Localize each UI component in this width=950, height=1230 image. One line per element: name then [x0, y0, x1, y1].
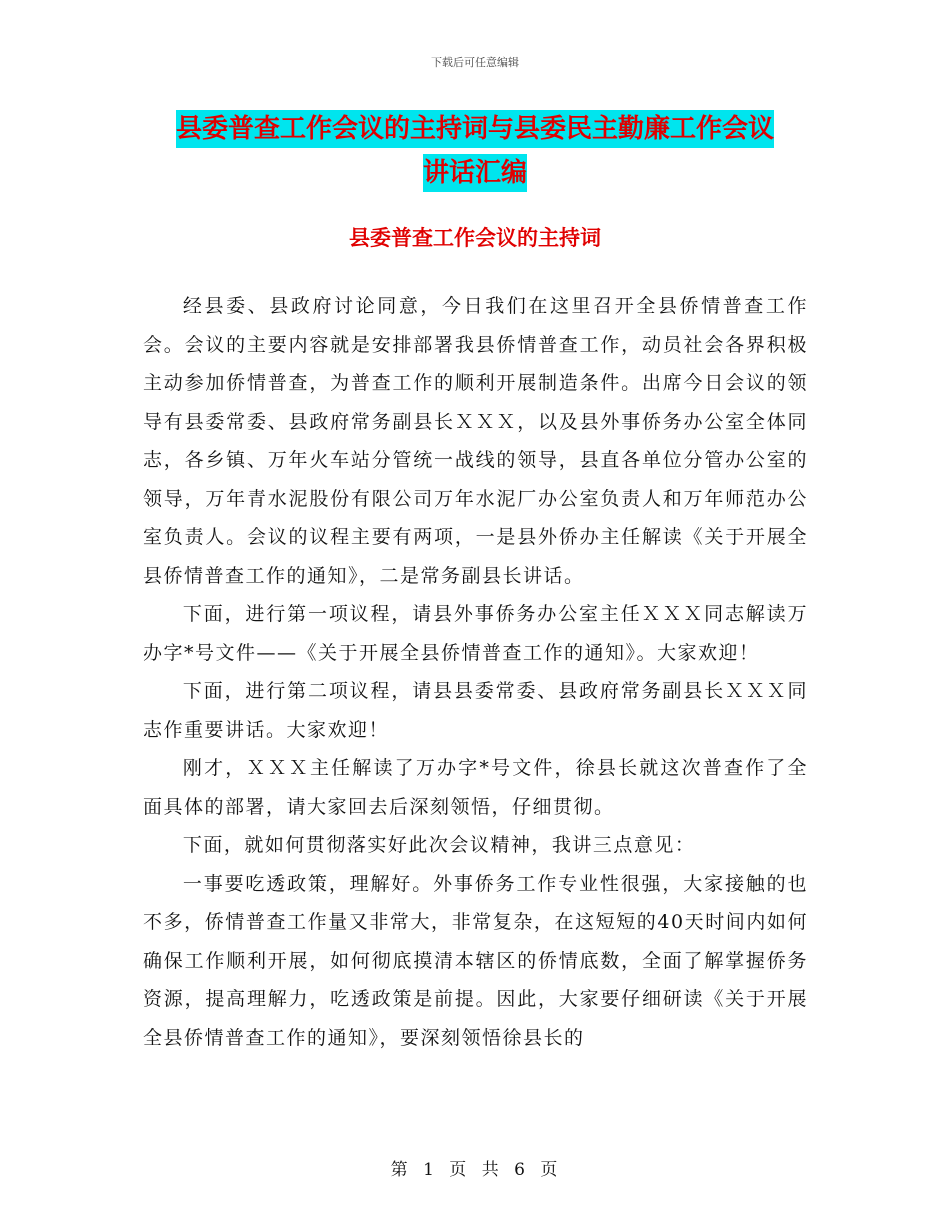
section-title: 县委普查工作会议的主持词	[349, 226, 601, 250]
document-title-line-2	[0, 158, 950, 188]
paragraph: 刚才，ＸＸＸ主任解读了万办字*号文件，徐县长就这次普查作了全面具体的部署，请大家回去后深刻领悟，仔细贯彻。	[143, 757, 808, 818]
page-header-note: 下载后可任意编辑	[431, 56, 519, 69]
title-highlight: 县委普查工作会议的主持词与县委民主勤廉工作会议	[176, 110, 774, 148]
paragraph: 下面，就如何贯彻落实好此次会议精神，我讲三点意见：	[182, 834, 696, 856]
title-highlight: 讲话汇编	[423, 154, 527, 192]
paragraph: 下面，进行第二项议程，请县县委常委、县政府常务副县长ＸＸＸ同志作重要讲话。大家欢迎！	[143, 680, 808, 741]
page-footer: 第 1 页 共 6 页	[390, 1160, 560, 1180]
document-title-line-1	[0, 114, 950, 144]
paragraph: 下面，进行第一项议程，请县外事侨务办公室主任ＸＸＸ同志解读万办字*号文件——《关于开展全县侨情普查工作的通知》。大家欢迎！	[143, 603, 808, 664]
paragraph: 经县委、县政府讨论同意，今日我们在这里召开全县侨情普查工作会。会议的主要内容就是安排部署我县侨情普查工作，动员社会各界积极主动参加侨情普查，为普查工作的顺利开展制造条件。出席今日会议的领导有县委常委、县政府常务副县长ＸＸＸ，以及县外事侨务办公室全体同志，各乡镇、万年火车站分管统一战线的领导，县直各单位分管办公室的领导，万年青水泥股份有限公司万年水泥厂办公室负责人和万年师范办公室负责人。会议的议程主要有两项，一是县外侨办主任解读《关于开展全县侨情普查工作的通知》，二是常务副县长讲话。	[143, 295, 808, 587]
body-text	[143, 287, 808, 1057]
paragraph: 一事要吃透政策，理解好。外事侨务工作专业性很强，大家接触的也不多，侨情普查工作量又非常大，非常复杂，在这短短的40天时间内如何确保工作顺利开展，如何彻底摸清本辖区的侨情底数，全面了解掌握侨务资源，提高理解力，吃透政策是前提。因此，大家要仔细研读《关于开展全县侨情普查工作的通知》，要深刻领悟徐县长的	[143, 872, 808, 1049]
